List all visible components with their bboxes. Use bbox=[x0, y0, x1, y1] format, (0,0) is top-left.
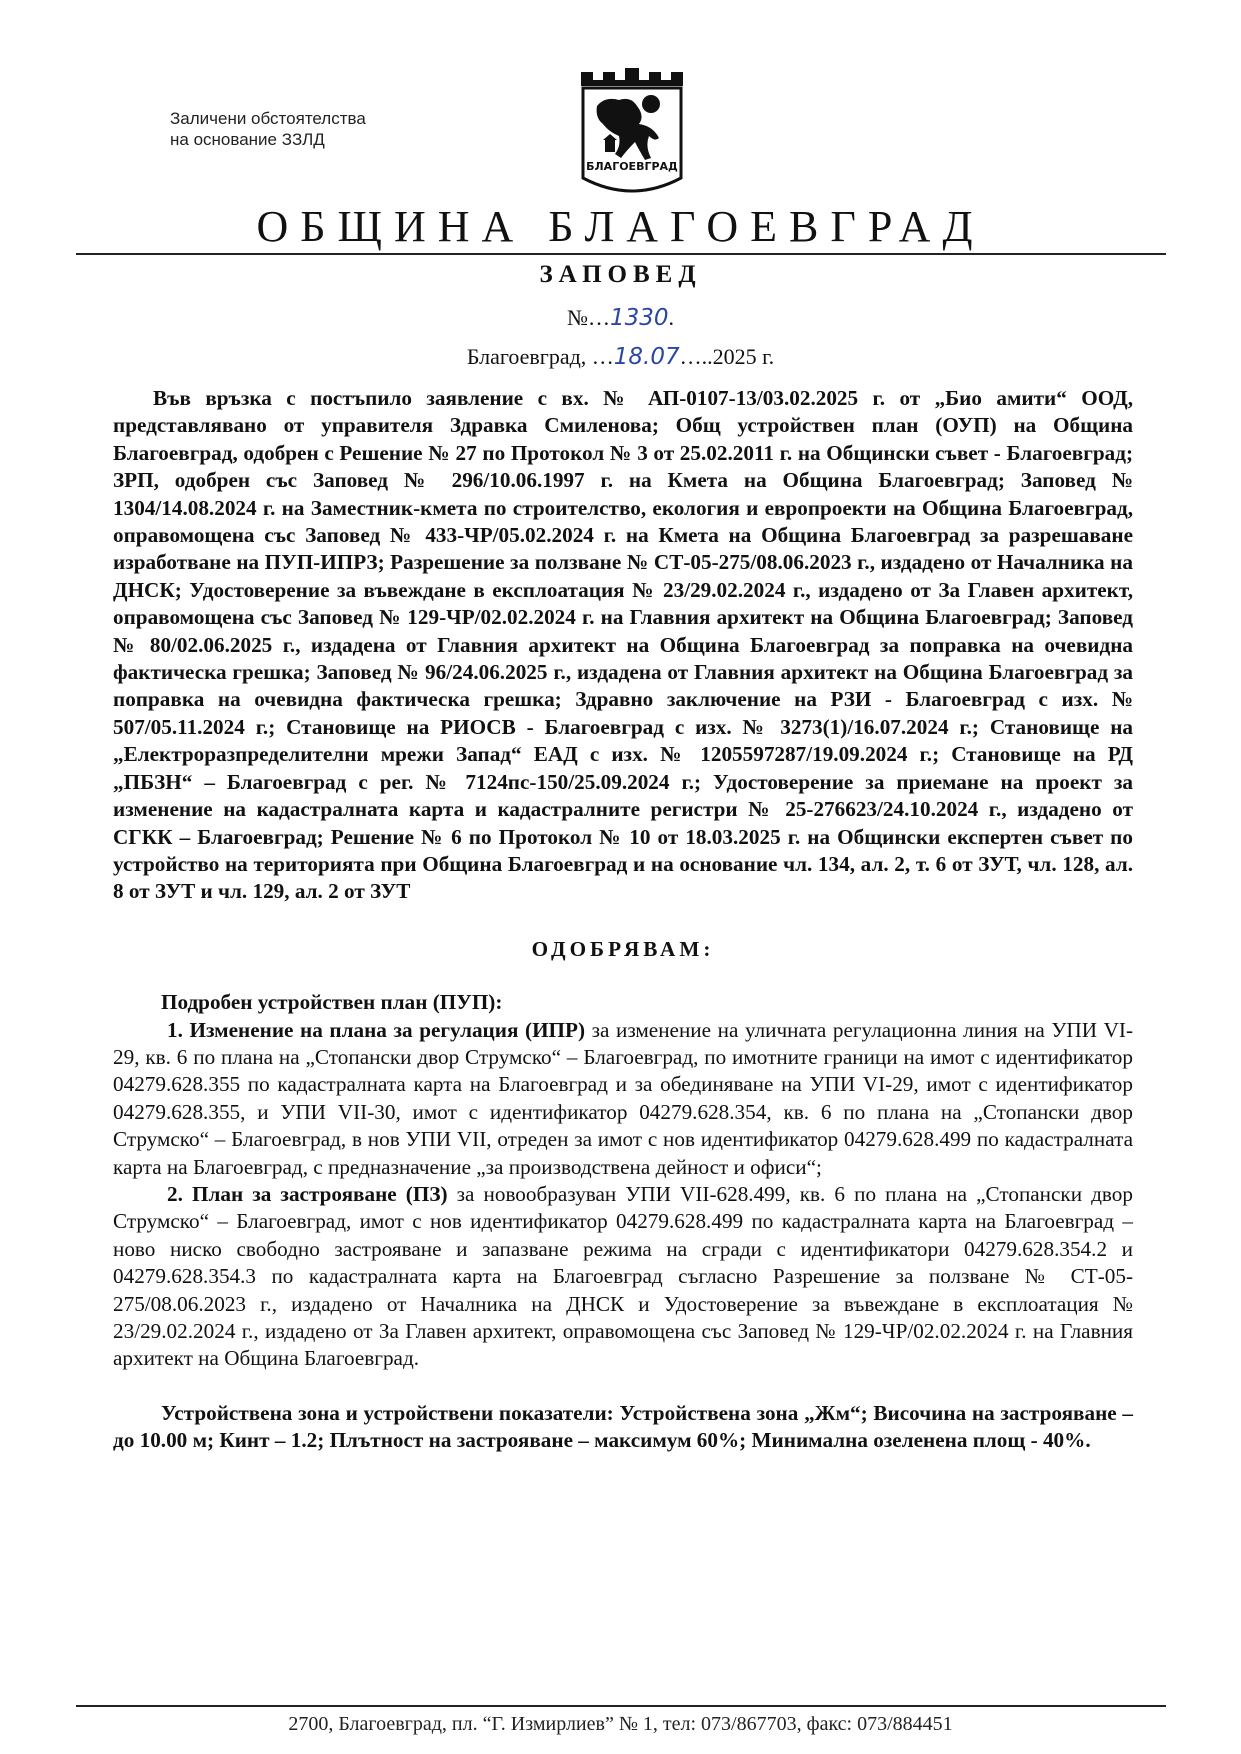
order-date-handwritten: 18.07 bbox=[613, 344, 680, 370]
intro-paragraph: Във връзка с постъпило заявление с вх. № АП-0107-13/03.02.2025 г. от „Био амити“ ООД, представлявано от управителя Здравка Смиленова; Общ устройствен план (ОУП) на Община Благоевград, одобрен с Решение № 27 по Протокол № 3 от 25.02.2011 г. на Общински съвет - Благоевград; ЗРП, одобрен със Заповед № 296/10.06.1997 г. на Кмета на Община Благоевград; Заповед № 1304/14.08.2024 г. на Заместник-кмета по строителство, екология и европроекти на Община Благоевград, оправомощена със Заповед № 433-ЧР/05.02.2024 г. на Кмета на Община Благоевград за разрешаване изработване на ПУП-ИПРЗ; Разрешение за ползване № СТ-05-275/08.06.2023 г., издадено от Началника на ДНСК; Удостоверение за въвеждане в експлоатация № 23/29.02.2024 г., издадено от За Главен архитект, оправомощена със Заповед № 129-ЧР/02.02.2024 г. на Главния архитект на Община Благоевград; Заповед № 80/02.06.2025 г., издадена от Главния архитект на Община Благоевград за поправка на очевидна фактическа грешка; Заповед № 96/24.06.2025 г., издадена от Главния архитект на Община Благоевград за поправка на очевидна фактическа грешка; Здравно заключение на РЗИ - Благоевград с изх. № 507/05.11.2024 г.; Становище на РИОСВ - Благоевград с изх. № 3273(1)/16.07.2024 г.; Становище на „Електроразпределителни мрежи Запад“ ЕАД с изх. № 1205597287/19.09.2024 г.; Становище на РД „ПБЗН“ – Благоевград с рег. № 7124пс-150/25.09.2024 г.; Удостоверение за приемане на проект за изменение на кадастралната карта и кадастралните регистри № 25-276623/24.10.2024 г., издадено от СГКК – Благоевград; Решение № 6 по Протокол № 10 от 18.03.2025 г. на Общински експертен съвет по устройство на територията при Община Благоевград и на основание чл. 134, ал. 2, т. 6 от ЗУТ, чл. 128, ал. 8 от ЗУТ и чл. 129, ал. 2 от ЗУТ bbox=[113, 386, 1133, 904]
order-number-prefix: №… bbox=[566, 305, 610, 330]
header-divider bbox=[76, 253, 1166, 255]
document-body bbox=[113, 385, 1133, 1455]
document-title: ЗАПОВЕД bbox=[539, 261, 702, 288]
order-year: …..2025 г. bbox=[679, 344, 775, 369]
point-2-lead: 2. План за застрояване (ПЗ) bbox=[167, 1181, 448, 1206]
order-place-date bbox=[0, 344, 1241, 370]
footer-divider bbox=[76, 1705, 1166, 1707]
point-1-lead: 1. Изменение на плана за регулация (ИПР) bbox=[167, 1017, 586, 1042]
order-number-handwritten: 1330 bbox=[609, 305, 669, 331]
point-1-paragraph bbox=[113, 1017, 1133, 1181]
point-1-text: за изменение на уличната регулационна линия на УПИ VI-29, кв. 6 по плана на „Стопански двор Струмско“ – Благоевград, по имотните граници на имот с идентификатор 04279.628.355 по кадастралната карта на Благоевград и за обединяване на УПИ VI-29, имот с идентификатор 04279.628.355, и УПИ VII-30, имот с идентификатор 04279.628.354, кв. 6 по плана на „Стопански двор Струмско“ – Благоевград, в нов УПИ VII, отреден за имот с нов идентификатор 04279.628.499 по кадастралната карта на Благоевград, с предназначение „за производствена дейност и офиси“; bbox=[113, 1017, 1133, 1179]
redaction-note-line1: Заличени обстоятелства bbox=[170, 109, 366, 128]
approve-heading: ОДОБРЯВАМ: bbox=[531, 936, 715, 961]
redaction-note bbox=[170, 108, 430, 150]
point-2-text: за новообразуван УПИ VII-628.499, кв. 6 по плана на „Стопански двор Струмско“ – Благоевград, имот с нов идентификатор 04279.628.499 по кадастралната карта на Благоевград – ново ниско свободно застрояване и запазване режима на сгради с идентификатори 04279.628.354.2 и 04279.628.354.3 по кадастралната карта на Благоевград съгласно Разрешение за ползване № СТ-05-275/08.06.2023 г., издадено от Началника на ДНСК и Удостоверение за въвеждане в експлоатация № 23/29.02.2024 г., издадено от За Главен архитект, оправомощена със Заповед № 129-ЧР/02.02.2024 г. на Главния архитект на Община Благоевград. bbox=[113, 1181, 1133, 1371]
municipality-crest-logo bbox=[575, 66, 690, 202]
redaction-note-line2: на основание ЗЗЛД bbox=[170, 130, 325, 149]
zone-indicators-paragraph: Устройствена зона и устройствени показатели: Устройствена зона „Жм“; Височина на застрояване – до 10.00 м; Кинт – 1.2; Плътност на застрояване – максимум 60%; Минимална озеленена площ - 40%. bbox=[113, 1400, 1133, 1453]
crest-label: БЛАГОЕВГРАД bbox=[586, 160, 678, 173]
order-place: Благоевград, … bbox=[466, 344, 614, 369]
municipality-name: ОБЩИНА БЛАГОЕВГРАД bbox=[256, 202, 985, 251]
order-number-suffix: . bbox=[668, 305, 675, 330]
order-number bbox=[0, 305, 1241, 331]
footer-address: 2700, Благоевград, пл. “Г. Измирлиев” № 1, тел: 073/867703, факс: 073/884451 bbox=[288, 1713, 953, 1735]
point-2-paragraph bbox=[113, 1181, 1133, 1373]
plan-subtitle: Подробен устройствен план (ПУП): bbox=[161, 990, 503, 1015]
